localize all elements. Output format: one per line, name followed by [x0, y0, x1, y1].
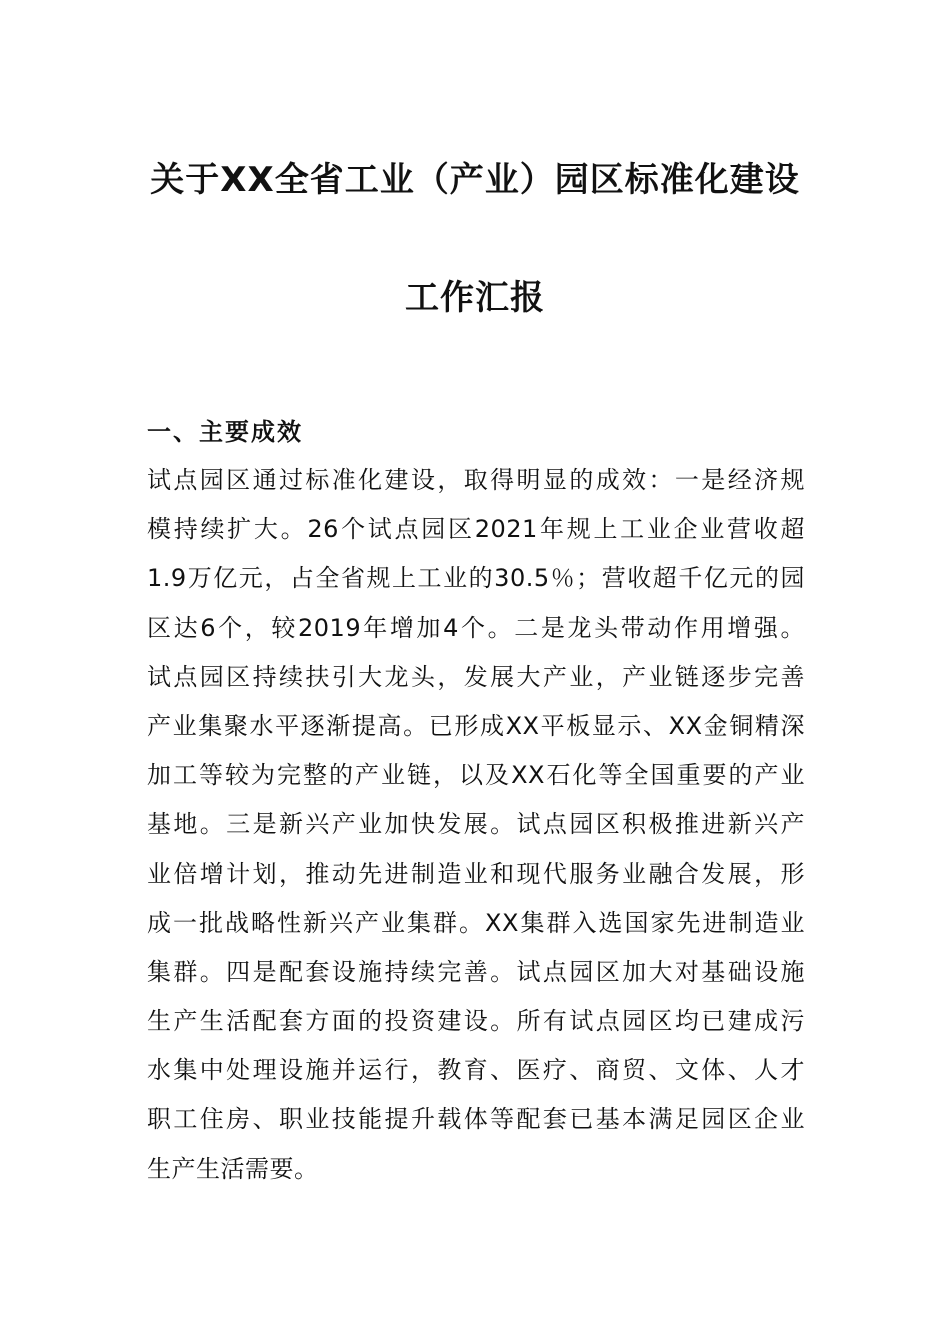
- body-line: 业倍增计划，推动先进制造业和现代服务业融合发展，形: [147, 859, 805, 888]
- document-title-line-1: 关于XX全省工业（产业）园区标准化建设: [150, 160, 800, 200]
- body-line: 职工住房、职业技能提升载体等配套已基本满足园区企业: [147, 1105, 805, 1134]
- body-line: 区达6个，较2019年增加4个。二是龙头带动作用增强。: [147, 613, 805, 642]
- body-line: 生产生活配套方面的投资建设。所有试点园区均已建成污: [147, 1007, 805, 1036]
- body-line: 成一批战略性新兴产业集群。XX集群入选国家先进制造业: [147, 908, 805, 937]
- body-line: 试点园区持续扶引大龙头，发展大产业，产业链逐步完善: [147, 662, 805, 691]
- body-line: 基地。三是新兴产业加快发展。试点园区积极推进新兴产: [147, 810, 805, 839]
- body-line: 1.9万亿元，占全省规上工业的30.5％；营收超千亿元的园: [147, 564, 805, 593]
- body-line: 试点园区通过标准化建设，取得明显的成效：一是经济规: [147, 466, 805, 494]
- body-line: 水集中处理设施并运行，教育、医疗、商贸、文体、人才: [147, 1056, 805, 1085]
- section-heading: 一、主要成效: [147, 418, 303, 446]
- document-title-line-2: 工作汇报: [405, 278, 545, 318]
- body-line: 生产生活需要。: [147, 1154, 319, 1183]
- body-line: 集群。四是配套设施持续完善。试点园区加大对基础设施: [147, 957, 805, 986]
- body-line: 产业集聚水平逐渐提高。已形成XX平板显示、XX金铜精深: [147, 711, 805, 740]
- body-paragraph: [147, 458, 805, 1196]
- body-line: 加工等较为完整的产业链，以及XX石化等全国重要的产业: [147, 761, 805, 790]
- body-line: 模持续扩大。26个试点园区2021年规上工业企业营收超: [147, 515, 805, 544]
